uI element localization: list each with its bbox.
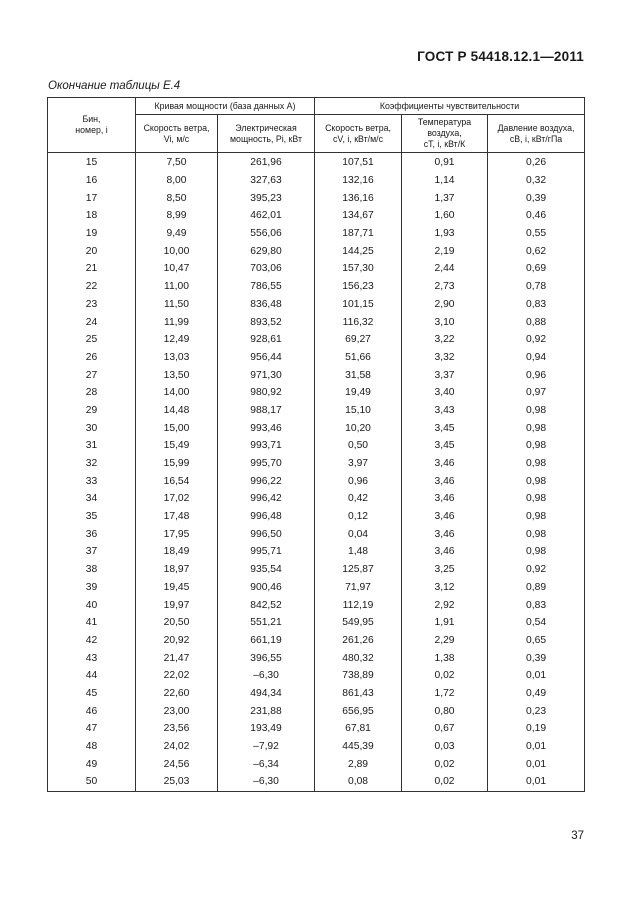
- c-pressure-cell: 0,98: [488, 525, 585, 543]
- table-row: [48, 490, 585, 508]
- c-pressure-cell: 0,98: [488, 419, 585, 437]
- power-cell: 395,23: [218, 189, 315, 207]
- bin-cell: 26: [48, 349, 136, 367]
- wind-speed-cell: 16,54: [136, 472, 218, 490]
- c-speed-cell: 101,15: [315, 296, 402, 314]
- c-temp-cell: 3,40: [402, 384, 488, 402]
- header-bin: Бин, номер, i: [48, 98, 136, 153]
- table-row: [48, 153, 585, 172]
- c-pressure-cell: 0,97: [488, 384, 585, 402]
- c-pressure-cell: 0,32: [488, 172, 585, 190]
- table-row: [48, 384, 585, 402]
- wind-speed-cell: 20,92: [136, 632, 218, 650]
- bin-cell: 34: [48, 490, 136, 508]
- power-cell: 556,06: [218, 225, 315, 243]
- header-electric-power: Электрическая мощность, Pi, кВт: [218, 115, 315, 153]
- table-caption: Окончание таблицы Е.4: [48, 80, 181, 92]
- wind-speed-cell: 11,99: [136, 313, 218, 331]
- bin-cell: 32: [48, 455, 136, 473]
- c-pressure-cell: 0,83: [488, 596, 585, 614]
- c-pressure-cell: 0,49: [488, 685, 585, 703]
- bin-cell: 31: [48, 437, 136, 455]
- table-row: [48, 278, 585, 296]
- power-cell: 629,80: [218, 242, 315, 260]
- power-cell: 261,96: [218, 153, 315, 172]
- c-speed-cell: 112,19: [315, 596, 402, 614]
- c-speed-cell: 144,25: [315, 242, 402, 260]
- c-temp-cell: 3,46: [402, 472, 488, 490]
- wind-speed-cell: 18,97: [136, 561, 218, 579]
- bin-cell: 28: [48, 384, 136, 402]
- wind-speed-cell: 22,60: [136, 685, 218, 703]
- power-cell: 996,42: [218, 490, 315, 508]
- wind-speed-cell: 15,00: [136, 419, 218, 437]
- power-cell: 661,19: [218, 632, 315, 650]
- wind-speed-cell: 12,49: [136, 331, 218, 349]
- bin-cell: 45: [48, 685, 136, 703]
- power-cell: 193,49: [218, 720, 315, 738]
- power-cell: 893,52: [218, 313, 315, 331]
- c-temp-cell: 2,92: [402, 596, 488, 614]
- c-temp-cell: 3,45: [402, 419, 488, 437]
- c-pressure-cell: 0,23: [488, 702, 585, 720]
- c-speed-cell: 15,10: [315, 402, 402, 420]
- power-cell: 786,55: [218, 278, 315, 296]
- bin-cell: 33: [48, 472, 136, 490]
- table-row: [48, 667, 585, 685]
- bin-cell: 27: [48, 366, 136, 384]
- c-speed-cell: 136,16: [315, 189, 402, 207]
- c-temp-cell: 3,12: [402, 579, 488, 597]
- c-temp-cell: 3,46: [402, 455, 488, 473]
- table-row: [48, 455, 585, 473]
- power-cell: 327,63: [218, 172, 315, 190]
- wind-speed-cell: 22,02: [136, 667, 218, 685]
- wind-speed-cell: 24,56: [136, 755, 218, 773]
- c-speed-cell: 156,23: [315, 278, 402, 296]
- c-temp-cell: 3,46: [402, 525, 488, 543]
- wind-speed-cell: 7,50: [136, 153, 218, 172]
- table-row: [48, 331, 585, 349]
- wind-speed-cell: 13,50: [136, 366, 218, 384]
- c-temp-cell: 1,93: [402, 225, 488, 243]
- power-cell: 842,52: [218, 596, 315, 614]
- c-pressure-cell: 0,92: [488, 331, 585, 349]
- bin-cell: 47: [48, 720, 136, 738]
- wind-speed-cell: 13,03: [136, 349, 218, 367]
- wind-speed-cell: 11,50: [136, 296, 218, 314]
- bin-cell: 40: [48, 596, 136, 614]
- c-pressure-cell: 0,98: [488, 472, 585, 490]
- power-cell: 996,50: [218, 525, 315, 543]
- wind-speed-cell: 20,50: [136, 614, 218, 632]
- c-temp-cell: 0,80: [402, 702, 488, 720]
- c-pressure-cell: 0,98: [488, 437, 585, 455]
- table-row: [48, 472, 585, 490]
- c-pressure-cell: 0,19: [488, 720, 585, 738]
- table-row: [48, 313, 585, 331]
- table-row: [48, 525, 585, 543]
- header-sensitivity-group: Коэффициенты чувствительности: [315, 98, 585, 115]
- c-pressure-cell: 0,83: [488, 296, 585, 314]
- c-speed-cell: 656,95: [315, 702, 402, 720]
- bin-cell: 21: [48, 260, 136, 278]
- c-temp-cell: 0,91: [402, 153, 488, 172]
- c-speed-cell: 71,97: [315, 579, 402, 597]
- table-row: [48, 437, 585, 455]
- c-pressure-cell: 0,39: [488, 189, 585, 207]
- power-cell: –6,30: [218, 773, 315, 791]
- c-speed-cell: 116,32: [315, 313, 402, 331]
- wind-speed-cell: 23,00: [136, 702, 218, 720]
- c-pressure-cell: 0,01: [488, 773, 585, 791]
- c-pressure-cell: 0,78: [488, 278, 585, 296]
- bin-cell: 35: [48, 508, 136, 526]
- wind-speed-cell: 15,49: [136, 437, 218, 455]
- c-speed-cell: 19,49: [315, 384, 402, 402]
- c-speed-cell: 0,08: [315, 773, 402, 791]
- power-cell: 928,61: [218, 331, 315, 349]
- c-pressure-cell: 0,98: [488, 543, 585, 561]
- c-temp-cell: 1,72: [402, 685, 488, 703]
- power-cell: 995,70: [218, 455, 315, 473]
- bin-cell: 23: [48, 296, 136, 314]
- c-temp-cell: 3,37: [402, 366, 488, 384]
- wind-speed-cell: 21,47: [136, 649, 218, 667]
- c-pressure-cell: 0,55: [488, 225, 585, 243]
- table-row: [48, 738, 585, 756]
- power-cell: 836,48: [218, 296, 315, 314]
- c-pressure-cell: 0,62: [488, 242, 585, 260]
- c-speed-cell: 132,16: [315, 172, 402, 190]
- c-temp-cell: 0,02: [402, 773, 488, 791]
- bin-cell: 17: [48, 189, 136, 207]
- bin-cell: 15: [48, 153, 136, 172]
- c-speed-cell: 3,97: [315, 455, 402, 473]
- c-speed-cell: 67,81: [315, 720, 402, 738]
- c-temp-cell: 3,46: [402, 508, 488, 526]
- table-body: [48, 153, 585, 792]
- wind-speed-cell: 25,03: [136, 773, 218, 791]
- wind-speed-cell: 19,97: [136, 596, 218, 614]
- table-row: [48, 632, 585, 650]
- c-temp-cell: 3,22: [402, 331, 488, 349]
- wind-speed-cell: 14,00: [136, 384, 218, 402]
- c-pressure-cell: 0,54: [488, 614, 585, 632]
- table-row: [48, 685, 585, 703]
- power-cell: –6,34: [218, 755, 315, 773]
- wind-speed-cell: 18,49: [136, 543, 218, 561]
- bin-cell: 49: [48, 755, 136, 773]
- table-row: [48, 596, 585, 614]
- bin-cell: 48: [48, 738, 136, 756]
- power-cell: 935,54: [218, 561, 315, 579]
- power-cell: 396,55: [218, 649, 315, 667]
- bin-cell: 19: [48, 225, 136, 243]
- wind-speed-cell: 9,49: [136, 225, 218, 243]
- standard-designation: ГОСТ Р 54418.12.1—2011: [417, 49, 584, 64]
- c-speed-cell: 0,50: [315, 437, 402, 455]
- power-cell: 494,34: [218, 685, 315, 703]
- wind-speed-cell: 10,47: [136, 260, 218, 278]
- c-pressure-cell: 0,01: [488, 755, 585, 773]
- c-pressure-cell: 0,94: [488, 349, 585, 367]
- table-row: [48, 172, 585, 190]
- table-row: [48, 773, 585, 791]
- c-temp-cell: 0,02: [402, 667, 488, 685]
- c-temp-cell: 1,14: [402, 172, 488, 190]
- c-speed-cell: 261,26: [315, 632, 402, 650]
- bin-cell: 22: [48, 278, 136, 296]
- wind-speed-cell: 23,56: [136, 720, 218, 738]
- c-pressure-cell: 0,98: [488, 490, 585, 508]
- table-row: [48, 720, 585, 738]
- c-temp-cell: 0,67: [402, 720, 488, 738]
- c-pressure-cell: 0,92: [488, 561, 585, 579]
- wind-speed-cell: 17,48: [136, 508, 218, 526]
- c-speed-cell: 157,30: [315, 260, 402, 278]
- wind-speed-cell: 14,48: [136, 402, 218, 420]
- c-pressure-cell: 0,39: [488, 649, 585, 667]
- c-speed-cell: 1,48: [315, 543, 402, 561]
- c-temp-cell: 2,73: [402, 278, 488, 296]
- header-wind-speed: Скорость ветра, Vi, м/с: [136, 115, 218, 153]
- c-speed-cell: 51,66: [315, 349, 402, 367]
- bin-cell: 29: [48, 402, 136, 420]
- power-cell: 703,06: [218, 260, 315, 278]
- c-temp-cell: 0,02: [402, 755, 488, 773]
- c-temp-cell: 1,91: [402, 614, 488, 632]
- c-speed-cell: 0,04: [315, 525, 402, 543]
- wind-speed-cell: 15,99: [136, 455, 218, 473]
- c-speed-cell: 549,95: [315, 614, 402, 632]
- c-temp-cell: 2,90: [402, 296, 488, 314]
- power-cell: –6,30: [218, 667, 315, 685]
- table-row: [48, 755, 585, 773]
- c-temp-cell: 3,45: [402, 437, 488, 455]
- c-temp-cell: 0,03: [402, 738, 488, 756]
- bin-cell: 39: [48, 579, 136, 597]
- wind-speed-cell: 17,02: [136, 490, 218, 508]
- c-speed-cell: 31,58: [315, 366, 402, 384]
- c-pressure-cell: 0,89: [488, 579, 585, 597]
- table-row: [48, 207, 585, 225]
- table-row: [48, 366, 585, 384]
- bin-cell: 41: [48, 614, 136, 632]
- bin-cell: 16: [48, 172, 136, 190]
- power-cell: 900,46: [218, 579, 315, 597]
- c-speed-cell: 107,51: [315, 153, 402, 172]
- c-speed-cell: 0,42: [315, 490, 402, 508]
- wind-speed-cell: 17,95: [136, 525, 218, 543]
- c-temp-cell: 2,44: [402, 260, 488, 278]
- c-pressure-cell: 0,88: [488, 313, 585, 331]
- table-row: [48, 543, 585, 561]
- wind-speed-cell: 19,45: [136, 579, 218, 597]
- c-pressure-cell: 0,46: [488, 207, 585, 225]
- c-temp-cell: 3,43: [402, 402, 488, 420]
- power-cell: 993,46: [218, 419, 315, 437]
- c-speed-cell: 0,12: [315, 508, 402, 526]
- power-cell: 551,21: [218, 614, 315, 632]
- table-row: [48, 402, 585, 420]
- c-speed-cell: 125,87: [315, 561, 402, 579]
- table-row: [48, 702, 585, 720]
- header-c-pressure: Давление воздуха, cB, i, кВт/гПа: [488, 115, 585, 153]
- bin-cell: 42: [48, 632, 136, 650]
- c-speed-cell: 10,20: [315, 419, 402, 437]
- c-pressure-cell: 0,98: [488, 508, 585, 526]
- power-cell: 996,48: [218, 508, 315, 526]
- table-row: [48, 508, 585, 526]
- table-row: [48, 242, 585, 260]
- header-power-curve-group: Кривая мощности (база данных А): [136, 98, 315, 115]
- table-row: [48, 189, 585, 207]
- c-speed-cell: 445,39: [315, 738, 402, 756]
- c-speed-cell: 2,89: [315, 755, 402, 773]
- c-speed-cell: 0,96: [315, 472, 402, 490]
- power-cell: 462,01: [218, 207, 315, 225]
- table-row: [48, 260, 585, 278]
- c-speed-cell: 738,89: [315, 667, 402, 685]
- power-cell: –7,92: [218, 738, 315, 756]
- header-c-temperature: Температура воздуха, cT, i, кВт/К: [402, 115, 488, 153]
- c-speed-cell: 187,71: [315, 225, 402, 243]
- c-pressure-cell: 0,98: [488, 402, 585, 420]
- table-row: [48, 561, 585, 579]
- page-number: 37: [571, 830, 584, 842]
- bin-cell: 50: [48, 773, 136, 791]
- wind-speed-cell: 10,00: [136, 242, 218, 260]
- power-cell: 988,17: [218, 402, 315, 420]
- power-cell: 995,71: [218, 543, 315, 561]
- bin-cell: 46: [48, 702, 136, 720]
- c-pressure-cell: 0,96: [488, 366, 585, 384]
- c-pressure-cell: 0,98: [488, 455, 585, 473]
- bin-cell: 30: [48, 419, 136, 437]
- c-temp-cell: 3,46: [402, 490, 488, 508]
- bin-cell: 18: [48, 207, 136, 225]
- c-speed-cell: 134,67: [315, 207, 402, 225]
- table-row: [48, 349, 585, 367]
- table-row: [48, 419, 585, 437]
- wind-speed-cell: 8,99: [136, 207, 218, 225]
- table-row: [48, 225, 585, 243]
- c-pressure-cell: 0,26: [488, 153, 585, 172]
- header-c-speed: Скорость ветра, cV, i, кВт/м/с: [315, 115, 402, 153]
- c-speed-cell: 861,43: [315, 685, 402, 703]
- c-pressure-cell: 0,01: [488, 667, 585, 685]
- bin-cell: 36: [48, 525, 136, 543]
- power-cell: 231,88: [218, 702, 315, 720]
- bin-cell: 25: [48, 331, 136, 349]
- power-cell: 971,30: [218, 366, 315, 384]
- bin-cell: 38: [48, 561, 136, 579]
- c-temp-cell: 1,38: [402, 649, 488, 667]
- table-row: [48, 649, 585, 667]
- c-pressure-cell: 0,65: [488, 632, 585, 650]
- data-table: [47, 97, 585, 792]
- power-cell: 956,44: [218, 349, 315, 367]
- power-cell: 980,92: [218, 384, 315, 402]
- c-temp-cell: 3,25: [402, 561, 488, 579]
- c-temp-cell: 3,46: [402, 543, 488, 561]
- power-cell: 993,71: [218, 437, 315, 455]
- c-temp-cell: 2,29: [402, 632, 488, 650]
- table-row: [48, 614, 585, 632]
- c-temp-cell: 1,60: [402, 207, 488, 225]
- table-row: [48, 296, 585, 314]
- bin-cell: 43: [48, 649, 136, 667]
- bin-cell: 44: [48, 667, 136, 685]
- wind-speed-cell: 8,50: [136, 189, 218, 207]
- power-cell: 996,22: [218, 472, 315, 490]
- wind-speed-cell: 11,00: [136, 278, 218, 296]
- c-temp-cell: 3,32: [402, 349, 488, 367]
- bin-cell: 24: [48, 313, 136, 331]
- c-pressure-cell: 0,69: [488, 260, 585, 278]
- table-row: [48, 579, 585, 597]
- bin-cell: 20: [48, 242, 136, 260]
- c-temp-cell: 3,10: [402, 313, 488, 331]
- c-pressure-cell: 0,01: [488, 738, 585, 756]
- c-speed-cell: 69,27: [315, 331, 402, 349]
- c-temp-cell: 2,19: [402, 242, 488, 260]
- wind-speed-cell: 8,00: [136, 172, 218, 190]
- bin-cell: 37: [48, 543, 136, 561]
- c-temp-cell: 1,37: [402, 189, 488, 207]
- wind-speed-cell: 24,02: [136, 738, 218, 756]
- c-speed-cell: 480,32: [315, 649, 402, 667]
